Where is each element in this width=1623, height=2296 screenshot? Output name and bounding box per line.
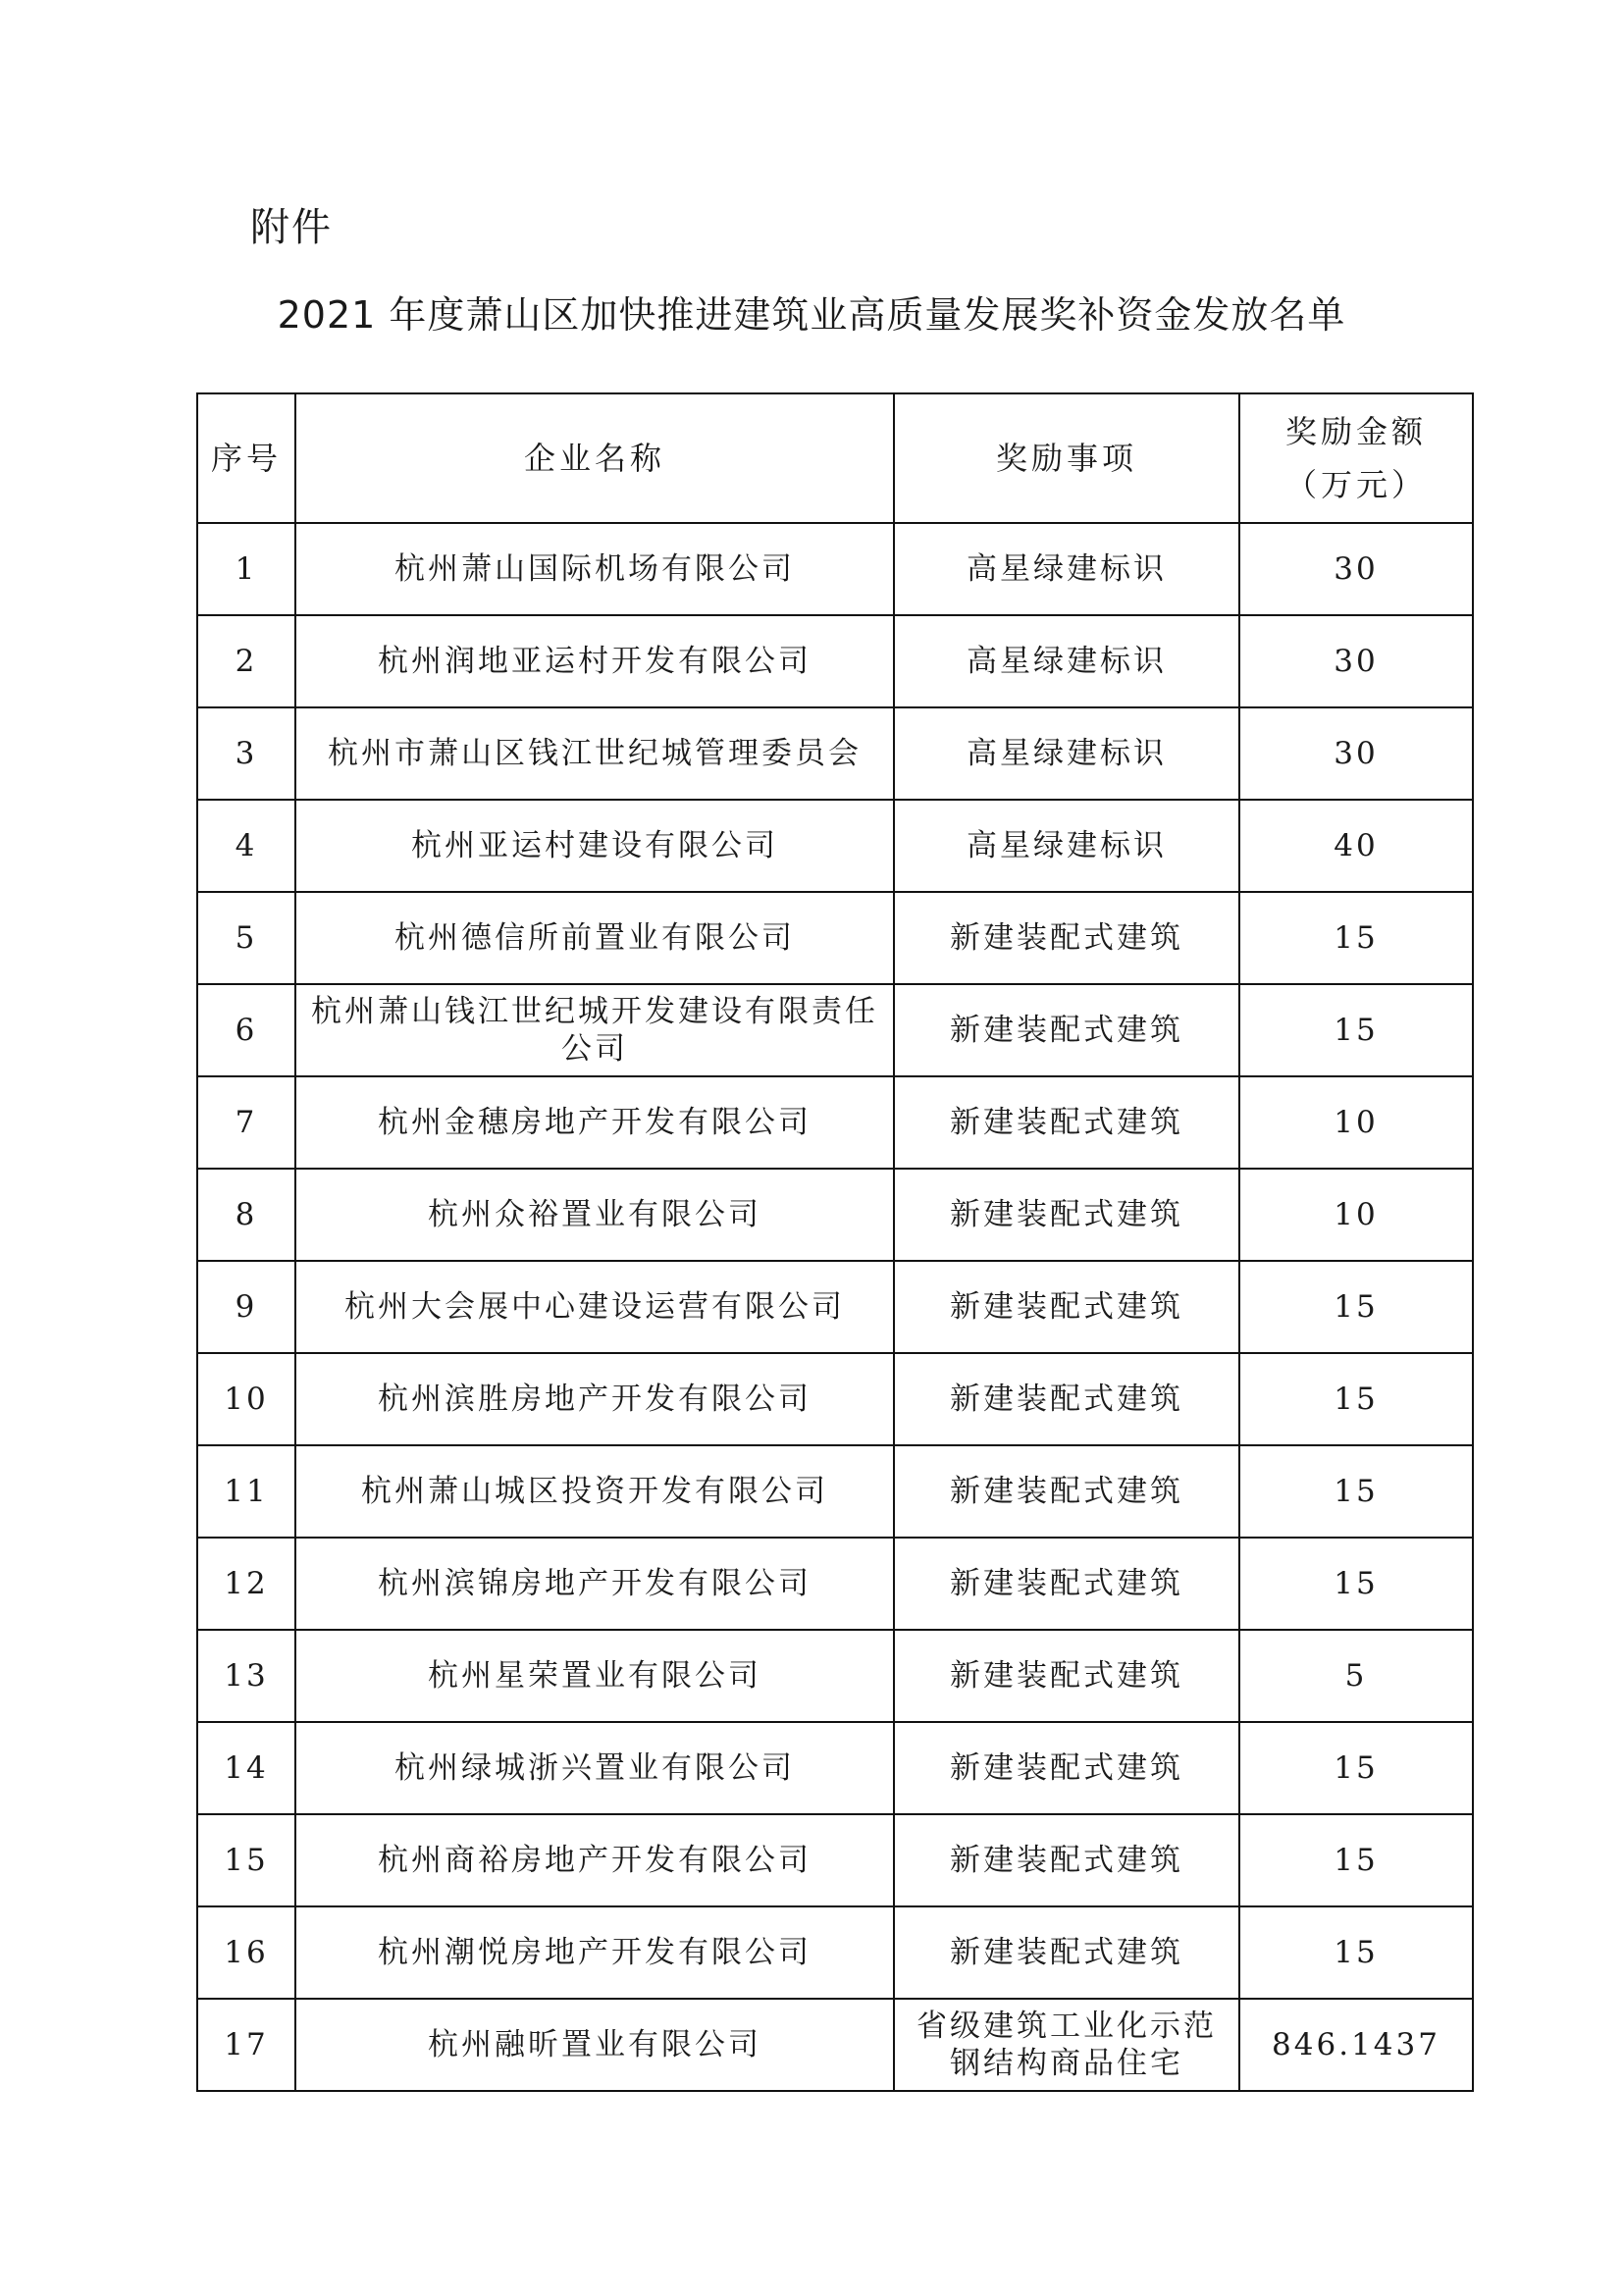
table-row (197, 892, 1473, 984)
cell-item: 新建装配式建筑 (894, 1076, 1239, 1169)
document-title: 2021 年度萧山区加快推进建筑业高质量发展奖补资金发放名单 (277, 293, 1346, 337)
cell-index: 3 (197, 707, 295, 800)
cell-amount: 846.1437 (1239, 1999, 1473, 2091)
cell-company: 杭州市萧山区钱江世纪城管理委员会 (295, 707, 894, 800)
table-row (197, 1445, 1473, 1538)
cell-amount: 15 (1239, 1538, 1473, 1630)
cell-amount: 30 (1239, 523, 1473, 615)
cell-item: 新建装配式建筑 (894, 1261, 1239, 1353)
cell-index: 8 (197, 1169, 295, 1261)
cell-company: 杭州萧山钱江世纪城开发建设有限责任公司 (295, 984, 894, 1076)
table-row (197, 984, 1473, 1076)
cell-index: 7 (197, 1076, 295, 1169)
table-row (197, 1169, 1473, 1261)
cell-company: 杭州润地亚运村开发有限公司 (295, 615, 894, 707)
table-row (197, 1999, 1473, 2091)
cell-amount: 30 (1239, 615, 1473, 707)
cell-company: 杭州绿城浙兴置业有限公司 (295, 1722, 894, 1814)
cell-index: 14 (197, 1722, 295, 1814)
header-company: 企业名称 (295, 393, 894, 523)
cell-item: 新建装配式建筑 (894, 1814, 1239, 1906)
cell-company: 杭州大会展中心建设运营有限公司 (295, 1261, 894, 1353)
table-row (197, 1906, 1473, 1999)
cell-item: 新建装配式建筑 (894, 1353, 1239, 1445)
table-body (197, 523, 1473, 2091)
cell-amount: 15 (1239, 1814, 1473, 1906)
cell-item: 新建装配式建筑 (894, 1538, 1239, 1630)
attachment-label: 附件 (250, 205, 333, 250)
cell-item: 高星绿建标识 (894, 800, 1239, 892)
cell-item: 高星绿建标识 (894, 707, 1239, 800)
cell-item: 新建装配式建筑 (894, 1630, 1239, 1722)
cell-index: 5 (197, 892, 295, 984)
cell-item: 新建装配式建筑 (894, 1722, 1239, 1814)
cell-company: 杭州星荣置业有限公司 (295, 1630, 894, 1722)
cell-index: 1 (197, 523, 295, 615)
table-row (197, 523, 1473, 615)
cell-amount: 15 (1239, 1722, 1473, 1814)
cell-amount: 15 (1239, 1353, 1473, 1445)
table-row (197, 1538, 1473, 1630)
cell-company: 杭州亚运村建设有限公司 (295, 800, 894, 892)
cell-index: 12 (197, 1538, 295, 1630)
cell-index: 6 (197, 984, 295, 1076)
cell-company: 杭州萧山国际机场有限公司 (295, 523, 894, 615)
cell-amount: 30 (1239, 707, 1473, 800)
cell-item: 新建装配式建筑 (894, 1906, 1239, 1999)
cell-amount: 15 (1239, 892, 1473, 984)
header-item: 奖励事项 (894, 393, 1239, 523)
cell-company: 杭州众裕置业有限公司 (295, 1169, 894, 1261)
header-amount-label: 奖励金额 (1284, 413, 1427, 450)
cell-company: 杭州德信所前置业有限公司 (295, 892, 894, 984)
cell-item: 高星绿建标识 (894, 615, 1239, 707)
cell-index: 15 (197, 1814, 295, 1906)
cell-index: 13 (197, 1630, 295, 1722)
cell-amount: 10 (1239, 1169, 1473, 1261)
cell-index: 17 (197, 1999, 295, 2091)
cell-amount: 15 (1239, 1906, 1473, 1999)
cell-index: 9 (197, 1261, 295, 1353)
cell-item: 新建装配式建筑 (894, 1169, 1239, 1261)
cell-item: 新建装配式建筑 (894, 984, 1239, 1076)
table-row (197, 1076, 1473, 1169)
cell-amount: 40 (1239, 800, 1473, 892)
cell-company: 杭州萧山城区投资开发有限公司 (295, 1445, 894, 1538)
cell-index: 10 (197, 1353, 295, 1445)
cell-item: 新建装配式建筑 (894, 1445, 1239, 1538)
header-amount-unit: （万元） (1284, 466, 1427, 503)
table-row (197, 1261, 1473, 1353)
table-row (197, 707, 1473, 800)
table-row (197, 1722, 1473, 1814)
table-row (197, 800, 1473, 892)
header-index: 序号 (197, 393, 295, 523)
cell-item: 省级建筑工业化示范钢结构商品住宅 (894, 1999, 1239, 2091)
award-table (196, 392, 1474, 2092)
cell-item: 新建装配式建筑 (894, 892, 1239, 984)
cell-index: 11 (197, 1445, 295, 1538)
header-amount (1239, 393, 1473, 523)
cell-company: 杭州潮悦房地产开发有限公司 (295, 1906, 894, 1999)
table-header-row (197, 393, 1473, 523)
cell-company: 杭州滨锦房地产开发有限公司 (295, 1538, 894, 1630)
cell-company: 杭州金穗房地产开发有限公司 (295, 1076, 894, 1169)
cell-amount: 15 (1239, 1261, 1473, 1353)
cell-amount: 10 (1239, 1076, 1473, 1169)
cell-company: 杭州滨胜房地产开发有限公司 (295, 1353, 894, 1445)
table-row (197, 1353, 1473, 1445)
table-row (197, 615, 1473, 707)
table-row (197, 1814, 1473, 1906)
cell-company: 杭州商裕房地产开发有限公司 (295, 1814, 894, 1906)
cell-amount: 15 (1239, 1445, 1473, 1538)
cell-item: 高星绿建标识 (894, 523, 1239, 615)
cell-index: 16 (197, 1906, 295, 1999)
cell-index: 4 (197, 800, 295, 892)
table-row (197, 1630, 1473, 1722)
cell-company: 杭州融昕置业有限公司 (295, 1999, 894, 2091)
cell-amount: 5 (1239, 1630, 1473, 1722)
cell-amount: 15 (1239, 984, 1473, 1076)
cell-index: 2 (197, 615, 295, 707)
